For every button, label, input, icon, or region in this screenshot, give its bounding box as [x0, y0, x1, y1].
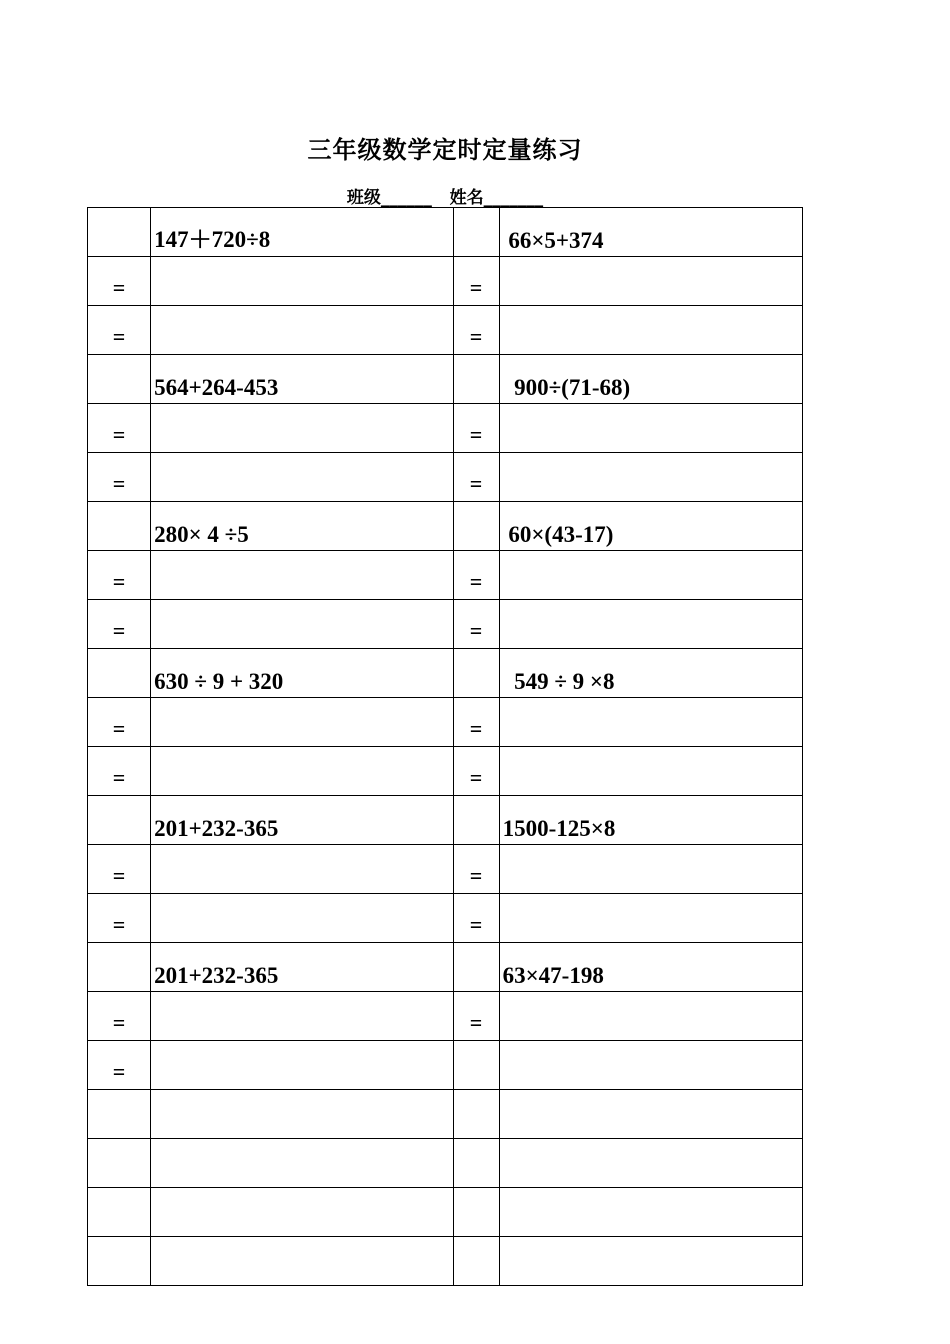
- table-row: [88, 845, 803, 894]
- right-equals-cell: [453, 943, 499, 992]
- right-equals-cell: =: [453, 551, 499, 600]
- name-field-label[interactable]: 姓名_______: [449, 188, 544, 208]
- table-row: [88, 747, 803, 796]
- right-equals-cell: =: [453, 257, 499, 306]
- right-expression-cell: 1500-125×8: [499, 796, 802, 845]
- right-answer-cell[interactable]: [499, 845, 802, 894]
- left-answer-cell[interactable]: [151, 1139, 453, 1188]
- exercise-table-body: [88, 208, 803, 1286]
- left-answer-cell[interactable]: [151, 747, 453, 796]
- right-equals-cell: =: [453, 600, 499, 649]
- right-answer-cell[interactable]: [499, 453, 802, 502]
- right-equals-cell: =: [453, 992, 499, 1041]
- left-equals-cell: [88, 796, 151, 845]
- table-row: [88, 992, 803, 1041]
- left-equals-cell: [88, 943, 151, 992]
- right-expression-cell: 60×(43-17): [499, 502, 802, 551]
- right-equals-cell: [453, 1090, 499, 1139]
- table-row: [88, 453, 803, 502]
- table-row: [88, 257, 803, 306]
- right-equals-cell: =: [453, 747, 499, 796]
- left-answer-cell[interactable]: [151, 453, 453, 502]
- right-equals-cell: =: [453, 698, 499, 747]
- right-equals-cell: [453, 355, 499, 404]
- left-answer-cell[interactable]: [151, 404, 453, 453]
- left-answer-cell[interactable]: [151, 1090, 453, 1139]
- right-answer-cell[interactable]: [499, 551, 802, 600]
- right-expression-cell: 549 ÷ 9 ×8: [499, 649, 802, 698]
- right-equals-cell: [453, 1139, 499, 1188]
- table-row: [88, 551, 803, 600]
- right-equals-cell: =: [453, 453, 499, 502]
- left-equals-cell: [88, 649, 151, 698]
- exercise-table: [87, 207, 803, 1286]
- left-equals-cell: =: [88, 1041, 151, 1090]
- right-expression-cell: 63×47-198: [499, 943, 802, 992]
- left-equals-cell: [88, 1237, 151, 1286]
- right-equals-cell: [453, 1041, 499, 1090]
- table-row: [88, 355, 803, 404]
- left-answer-cell[interactable]: [151, 1041, 453, 1090]
- right-answer-cell[interactable]: [499, 992, 802, 1041]
- right-answer-cell[interactable]: [499, 698, 802, 747]
- left-expression-cell: 201+232-365: [151, 796, 453, 845]
- right-answer-cell[interactable]: [499, 894, 802, 943]
- left-equals-cell: =: [88, 698, 151, 747]
- right-equals-cell: =: [453, 894, 499, 943]
- left-answer-cell[interactable]: [151, 1237, 453, 1286]
- right-equals-cell: =: [453, 306, 499, 355]
- right-answer-cell[interactable]: [499, 1188, 802, 1237]
- table-row: [88, 208, 803, 257]
- left-answer-cell[interactable]: [151, 257, 453, 306]
- left-equals-cell: =: [88, 453, 151, 502]
- right-answer-cell[interactable]: [499, 404, 802, 453]
- left-equals-cell: =: [88, 992, 151, 1041]
- right-answer-cell[interactable]: [499, 306, 802, 355]
- table-row: [88, 943, 803, 992]
- left-answer-cell[interactable]: [151, 1188, 453, 1237]
- table-row: [88, 1188, 803, 1237]
- left-equals-cell: =: [88, 747, 151, 796]
- left-equals-cell: =: [88, 600, 151, 649]
- left-equals-cell: [88, 502, 151, 551]
- left-equals-cell: =: [88, 845, 151, 894]
- left-equals-cell: =: [88, 306, 151, 355]
- left-equals-cell: [88, 1188, 151, 1237]
- table-row: [88, 1090, 803, 1139]
- left-equals-cell: =: [88, 894, 151, 943]
- table-row: [88, 1139, 803, 1188]
- right-equals-cell: =: [453, 845, 499, 894]
- class-field-label[interactable]: 班级______: [346, 188, 432, 208]
- right-answer-cell[interactable]: [499, 747, 802, 796]
- right-answer-cell[interactable]: [499, 257, 802, 306]
- left-expression-cell: 630 ÷ 9 + 320: [151, 649, 453, 698]
- left-equals-cell: [88, 1139, 151, 1188]
- left-expression-cell: 280× 4 ÷5: [151, 502, 453, 551]
- table-row: [88, 502, 803, 551]
- left-answer-cell[interactable]: [151, 600, 453, 649]
- left-equals-cell: [88, 1090, 151, 1139]
- left-equals-cell: [88, 355, 151, 404]
- right-equals-cell: [453, 208, 499, 257]
- right-equals-cell: [453, 1188, 499, 1237]
- table-row: [88, 649, 803, 698]
- table-row: [88, 306, 803, 355]
- right-expression-cell: 900÷(71-68): [499, 355, 802, 404]
- table-row: [88, 894, 803, 943]
- left-answer-cell[interactable]: [151, 551, 453, 600]
- table-row: [88, 796, 803, 845]
- right-equals-cell: [453, 796, 499, 845]
- table-row: [88, 1237, 803, 1286]
- table-row: [88, 404, 803, 453]
- left-equals-cell: [88, 208, 151, 257]
- page-title: 三年级数学定时定量练习: [307, 136, 583, 164]
- left-answer-cell[interactable]: [151, 992, 453, 1041]
- right-answer-cell[interactable]: [499, 1139, 802, 1188]
- right-answer-cell[interactable]: [499, 1041, 802, 1090]
- right-equals-cell: [453, 649, 499, 698]
- left-expression-cell: 201+232-365: [151, 943, 453, 992]
- left-equals-cell: =: [88, 551, 151, 600]
- left-answer-cell[interactable]: [151, 894, 453, 943]
- right-answer-cell[interactable]: [499, 1090, 802, 1139]
- left-equals-cell: =: [88, 257, 151, 306]
- right-answer-cell[interactable]: [499, 600, 802, 649]
- left-expression-cell: 147＋720÷8: [151, 208, 453, 257]
- left-expression-cell: 564+264-453: [151, 355, 453, 404]
- right-expression-cell: 66×5+374: [499, 208, 802, 257]
- table-row: [88, 600, 803, 649]
- table-row: [88, 698, 803, 747]
- left-answer-cell[interactable]: [151, 306, 453, 355]
- right-equals-cell: [453, 502, 499, 551]
- left-equals-cell: =: [88, 404, 151, 453]
- table-row: [88, 1041, 803, 1090]
- right-equals-cell: =: [453, 404, 499, 453]
- left-answer-cell[interactable]: [151, 845, 453, 894]
- student-info-line: [0, 183, 890, 208]
- right-equals-cell: [453, 1237, 499, 1286]
- left-answer-cell[interactable]: [151, 698, 453, 747]
- right-answer-cell[interactable]: [499, 1237, 802, 1286]
